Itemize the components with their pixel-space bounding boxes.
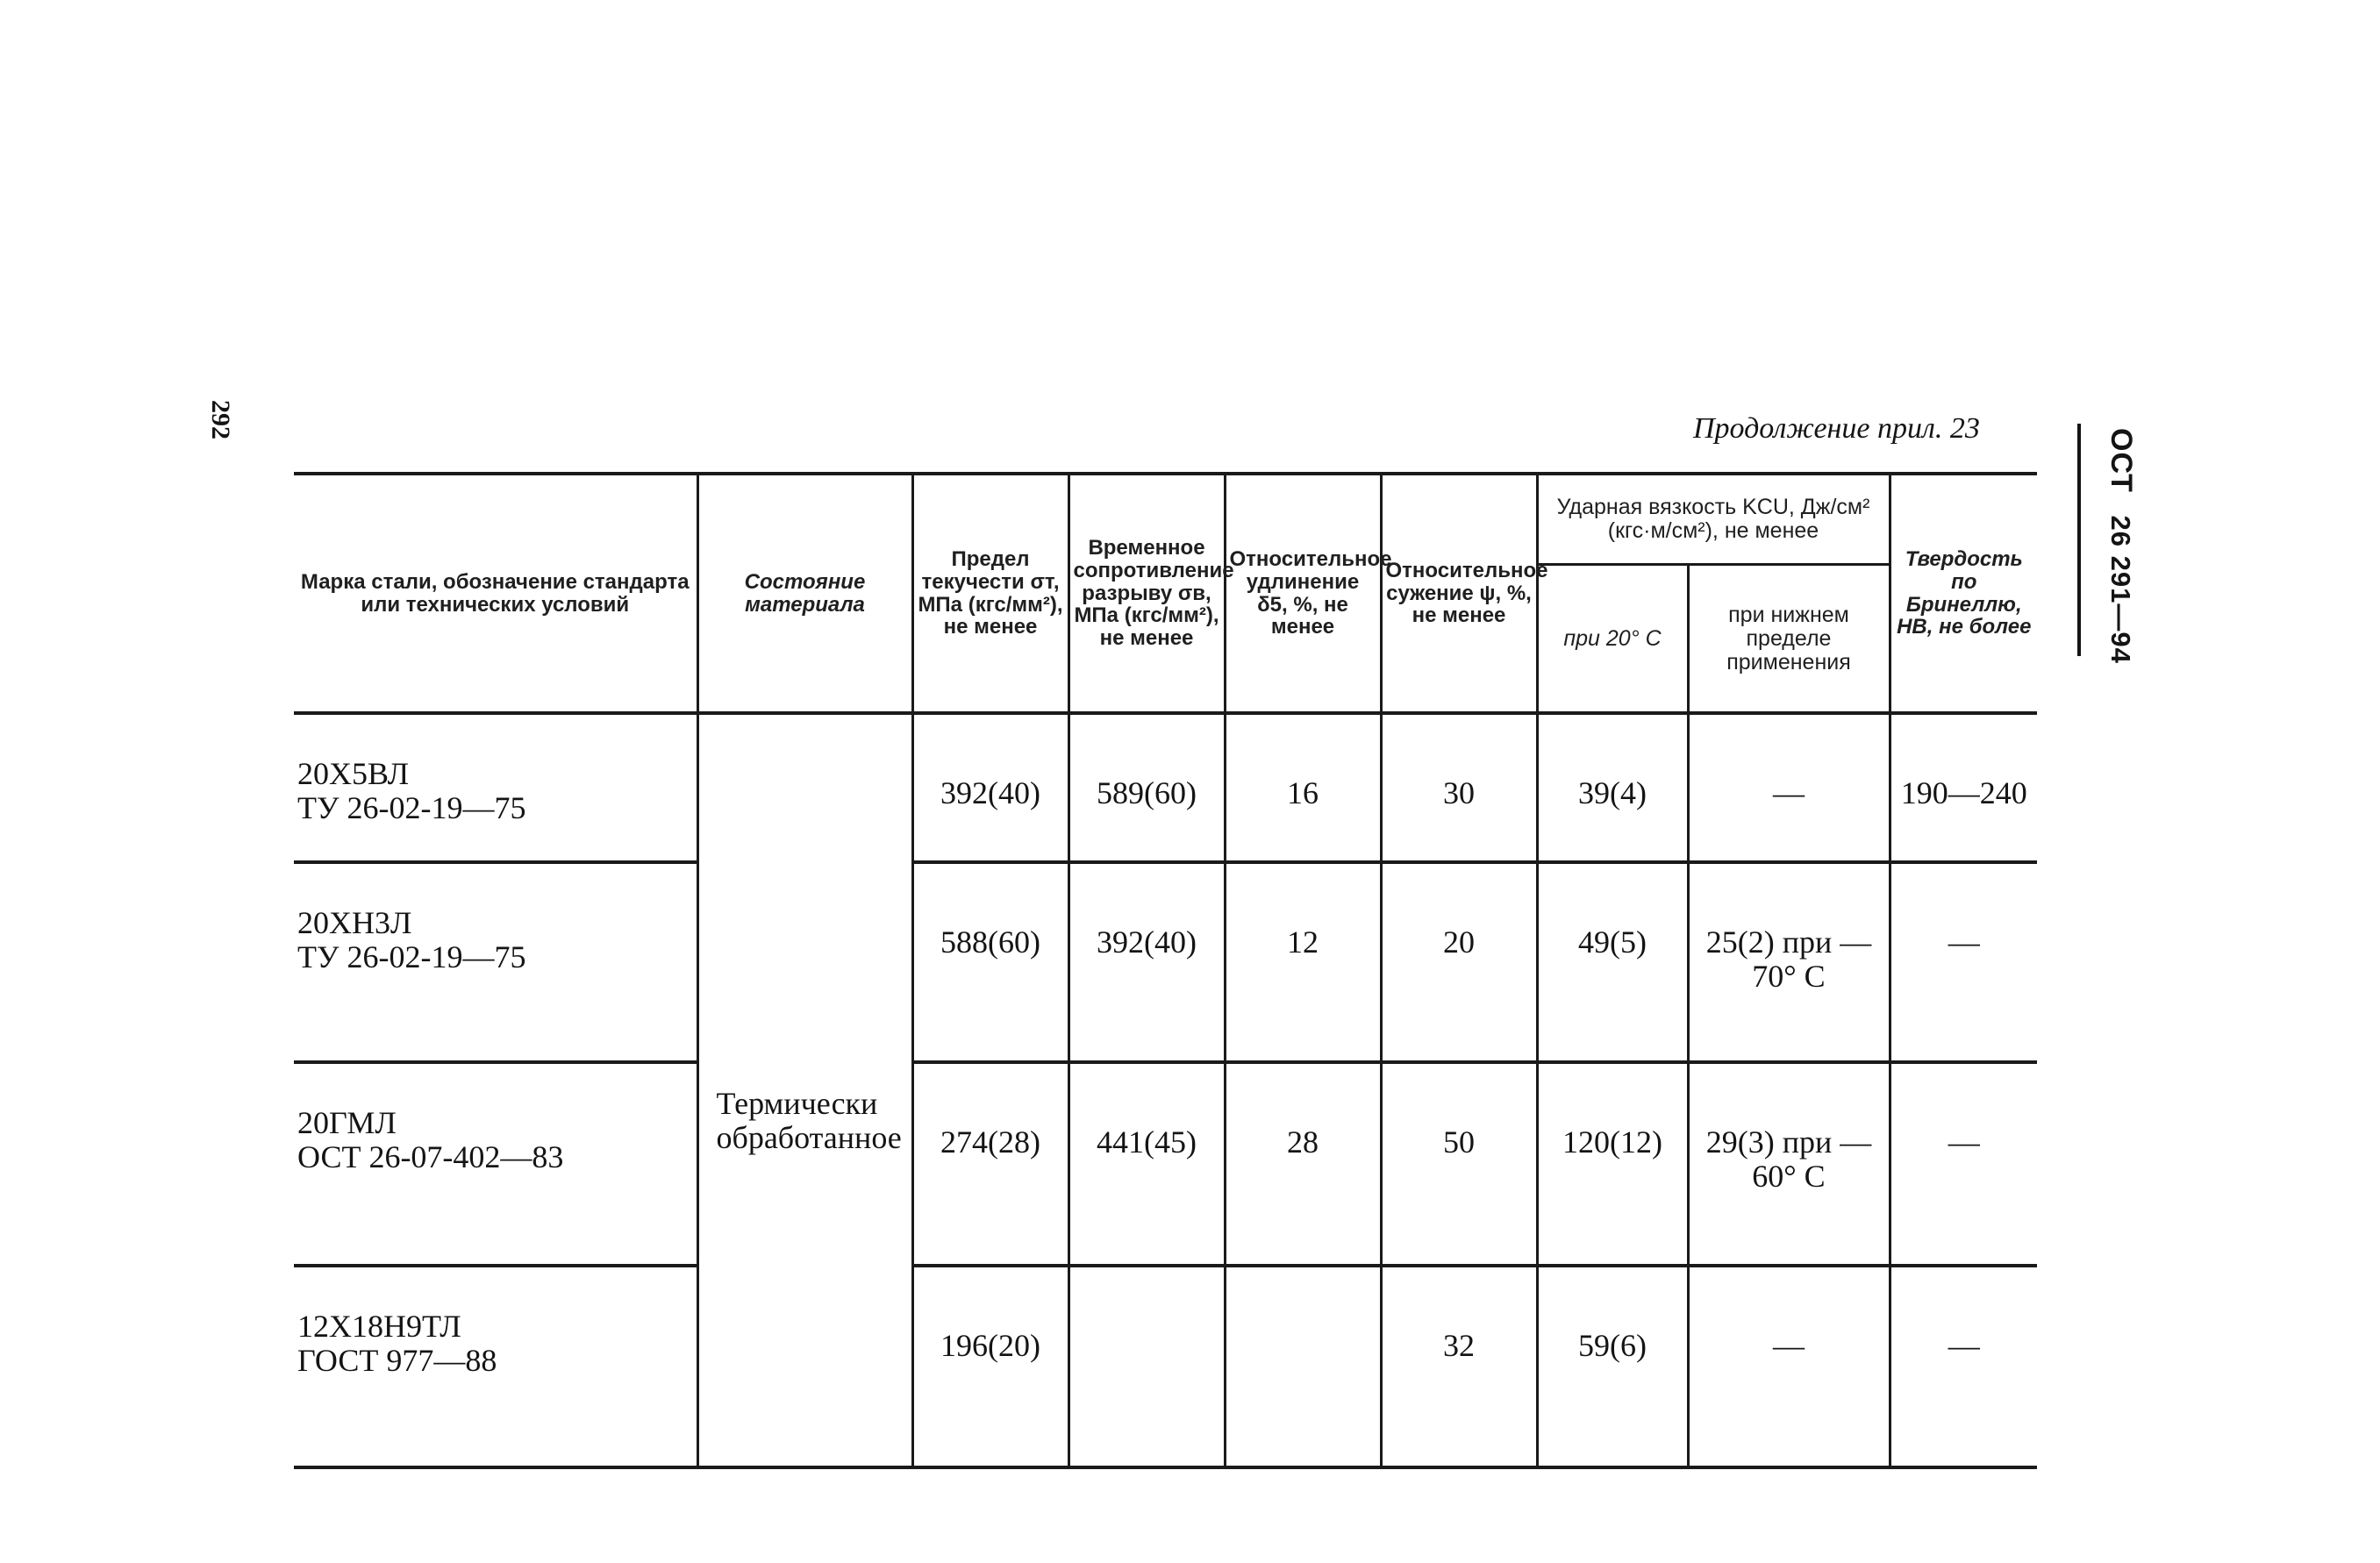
reduction-cell: 50	[1381, 1062, 1537, 1266]
table-row	[294, 713, 2037, 862]
grade-cell	[294, 862, 697, 1062]
header-tensile: Временное сопротивление разрыву σв, МПа (кгс/мм²), не менее	[1068, 474, 1225, 713]
table-row	[294, 1266, 2037, 1467]
table-row	[294, 862, 2037, 1062]
header-impact-group: Ударная вязкость KCU, Дж/см² (кгс·м/см²), не менее	[1537, 474, 1890, 565]
elongation-cell: 12	[1225, 862, 1381, 1062]
hardness-cell: 190—240	[1890, 713, 2037, 862]
side-rule	[2077, 424, 2081, 656]
table-row	[294, 1062, 2037, 1266]
header-yield: Предел текучести σт, МПа (кгс/мм²), не менее	[912, 474, 1068, 713]
grade-cell	[294, 1062, 697, 1266]
tensile-cell	[1068, 1266, 1225, 1467]
reduction-cell: 30	[1381, 713, 1537, 862]
yield-cell: 196(20)	[912, 1266, 1068, 1467]
header-state: Состояние материала	[697, 474, 912, 713]
elongation-cell	[1225, 1266, 1381, 1467]
yield-cell: 588(60)	[912, 862, 1068, 1062]
standard-code: ОСТ	[2105, 428, 2138, 493]
hardness-cell: —	[1890, 862, 2037, 1062]
impact-low-cell: 25(2) при —70° С	[1688, 862, 1890, 1062]
state-cell: Термически обработанное	[697, 713, 912, 1467]
properties-table	[294, 472, 2037, 1469]
header-reduction: Относительное сужение ψ, %, не менее	[1381, 474, 1537, 713]
tensile-cell: 392(40)	[1068, 862, 1225, 1062]
header-hardness: Твердость по Бринеллю, НВ, не более	[1890, 474, 2037, 713]
grade-name: 20ХН3Л	[297, 905, 412, 940]
yield-cell: 392(40)	[912, 713, 1068, 862]
grade-cell	[294, 1266, 697, 1467]
standard-number: 26 291—94	[2105, 515, 2136, 664]
elongation-cell: 28	[1225, 1062, 1381, 1266]
continuation-label: Продолжение прил. 23	[1693, 412, 1980, 445]
header-impact-low: при нижнем пределе применения	[1688, 565, 1890, 714]
tensile-cell: 589(60)	[1068, 713, 1225, 862]
impact-20-cell: 59(6)	[1537, 1266, 1688, 1467]
grade-name: 20Х5ВЛ	[297, 756, 410, 791]
impact-20-cell: 49(5)	[1537, 862, 1688, 1062]
grade-name: 20ГМЛ	[297, 1105, 397, 1140]
grade-standard: ОСТ 26-07-402—83	[297, 1138, 564, 1174]
reduction-cell: 32	[1381, 1266, 1537, 1467]
grade-name: 12Х18Н9ТЛ	[297, 1309, 461, 1344]
header-elongation: Относительное удлинение δ5, %, не менее	[1225, 474, 1381, 713]
side-standard-designation	[2104, 428, 2138, 664]
yield-cell: 274(28)	[912, 1062, 1068, 1266]
grade-standard: ТУ 26-02-19—75	[297, 939, 526, 974]
page-number: 292	[206, 400, 235, 439]
reduction-cell: 20	[1381, 862, 1537, 1062]
hardness-cell: —	[1890, 1062, 2037, 1266]
header-grade: Марка стали, обозначение стандарта или технических условий	[294, 474, 697, 713]
hardness-cell: —	[1890, 1266, 2037, 1467]
impact-low-cell: —	[1688, 713, 1890, 862]
impact-low-cell: 29(3) при —60° С	[1688, 1062, 1890, 1266]
grade-cell	[294, 713, 697, 862]
impact-20-cell: 39(4)	[1537, 713, 1688, 862]
elongation-cell: 16	[1225, 713, 1381, 862]
impact-low-cell: —	[1688, 1266, 1890, 1467]
grade-standard: ТУ 26-02-19—75	[297, 789, 526, 825]
header-impact-20: при 20° C	[1537, 565, 1688, 714]
impact-20-cell: 120(12)	[1537, 1062, 1688, 1266]
grade-standard: ГОСТ 977—88	[297, 1342, 497, 1378]
tensile-cell: 441(45)	[1068, 1062, 1225, 1266]
